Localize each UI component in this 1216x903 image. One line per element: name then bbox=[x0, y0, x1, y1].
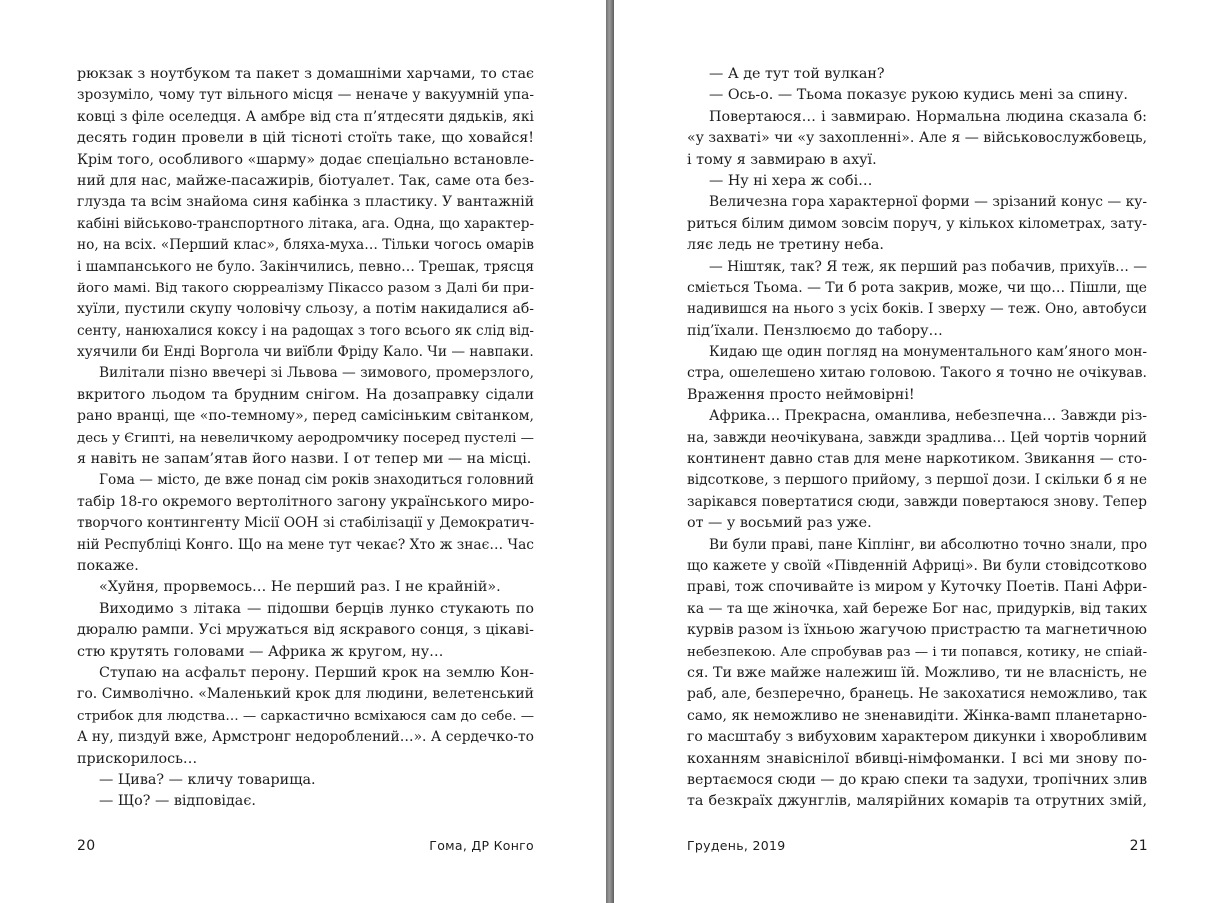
text-line: творчого контингенту Місії ООН зі стабілізації у Демократич- bbox=[77, 515, 535, 532]
text-line: Африка… Прекрасна, оманлива, небезпечна… Завжди різ- bbox=[709, 408, 1147, 425]
text-line: ковці з філе оселедця. А амбре від ста п’ятдесяти дядьків, які bbox=[77, 108, 534, 125]
text-line: що кажете у своїй «Південній Африці». Ви були стовідсотково bbox=[687, 557, 1147, 574]
right-page-number: 21 bbox=[1129, 838, 1148, 854]
text-line: я навіть не запам’ятав його назви. І от тепер ми — на місці. bbox=[77, 451, 532, 468]
text-line: ній Республіці Конго. Що на мене тут чекає? Хто ж знає… Час bbox=[77, 536, 534, 553]
text-line: глузда та всім знайома синя кабінка з пластику. У вантажній bbox=[77, 194, 534, 211]
text-line: та безкраїх джунглів, малярійних комарів та отрутних змій, bbox=[687, 793, 1147, 810]
left-page-body-text bbox=[77, 64, 534, 813]
text-line: і шампанського не було. Закінчились, певно… Трешак, трясця bbox=[77, 258, 535, 275]
text-line: — Що? — відповідає. bbox=[99, 793, 256, 810]
text-line: ний для нас, майже-пасажирів, біотуалет. Так, саме ота без- bbox=[77, 172, 535, 189]
text-line: — Цива? — кличу товарища. bbox=[99, 771, 316, 788]
text-line: коханням знавіснілої вбивці-німфоманки. І всі ми знову по- bbox=[687, 750, 1147, 767]
text-line: Величезна гора характерної форми — зрізаний конус — ку- bbox=[709, 194, 1147, 211]
text-line: — Ніштяк, так? Я теж, як перший раз побачив, прихуїв… — bbox=[709, 258, 1147, 275]
text-line: ка — та ще жіночка, хай береже Бог нас, придурків, від таких bbox=[687, 600, 1148, 617]
book-spine-gutter bbox=[606, 0, 614, 903]
text-line: Повертаюся… і завмираю. Нормальна людина сказала б: bbox=[709, 108, 1147, 125]
text-line: — А де тут той вулкан? bbox=[709, 66, 885, 82]
text-line: стрибок для людства… — саркастично всміхаюся сам до себе. — bbox=[77, 708, 535, 724]
text-line: Ви були праві, пане Кіплінг, ви абсолютно точно знали, про bbox=[709, 536, 1148, 553]
text-line: сміється Тьома. — Ти б рота закрив, може, чи що… Пішли, ще bbox=[687, 279, 1147, 296]
text-line: раб, але, безперечно, бранець. Не закохатися неможливо, так bbox=[687, 686, 1147, 703]
text-line: «Хуйня, прорвемось… Не перший раз. І не крайній». bbox=[99, 579, 501, 596]
text-line: вкритого льодом та брудним снігом. На дозаправку сідали bbox=[77, 386, 534, 403]
text-line: хуїли, пустили скупу чоловічу сльозу, а потім накидалися аб- bbox=[77, 301, 534, 318]
left-page bbox=[0, 0, 606, 903]
text-line: табір 18-го окремого вертолітного загону українського миро- bbox=[77, 493, 535, 510]
text-line: — Ну ні хера ж собі… bbox=[709, 172, 873, 189]
right-page-body-text bbox=[687, 64, 1147, 813]
left-running-head: Гома, ДР Конго bbox=[429, 838, 534, 853]
text-line: прискорилось… bbox=[77, 750, 198, 767]
text-line: Гома — місто, де вже понад сім років знаходиться головний bbox=[99, 472, 534, 489]
text-line: рано вранці, ще «по-темному», перед самісіньким світанком, bbox=[77, 408, 534, 425]
text-line: ляє ледь не третину неба. bbox=[687, 237, 884, 254]
text-line: Кидаю ще один погляд на монументального кам’яного мон- bbox=[709, 344, 1147, 361]
text-line: на, завжди неочікувана, завжди зрадлива… Цей чортів чорний bbox=[687, 429, 1147, 446]
text-line: сенту, нанюхалися коксу і на радощах з того всього як слід від- bbox=[77, 322, 534, 339]
text-line: покаже. bbox=[77, 557, 139, 574]
text-line: зарікався повертатися сюди, завжди повертаюся знову. Тепер bbox=[687, 493, 1147, 510]
text-line: — Ось-о. — Тьома показує рукою кудись мені за спину. bbox=[709, 87, 1128, 104]
text-line: само, як неможливо не зненавидіти. Жінка-вамп планетарно- bbox=[687, 707, 1148, 724]
text-line: Вилітали пізно ввечері зі Львова — зимового, промерзлого, bbox=[99, 365, 534, 382]
text-line: рюкзак з ноутбуком та пакет з домашніми харчами, то стає bbox=[77, 66, 534, 82]
text-line: курвів разом із їхньою жагучою пристрастю та магнетичною bbox=[687, 622, 1147, 639]
left-page-number: 20 bbox=[77, 838, 96, 854]
text-line: от — у восьмий раз уже. bbox=[687, 515, 872, 532]
text-line: стю крутять головами — Африка ж кругом, ну… bbox=[77, 643, 444, 660]
text-line: десять годин провели в цій тісноті стоїть таке, що ховайся! bbox=[77, 130, 534, 147]
text-line: кабіні військово-транспортного літака, ага. Одна, що характер- bbox=[77, 215, 535, 232]
text-line: го масштабу з вибуховим характером дикунки і хворобливим bbox=[687, 729, 1147, 746]
text-line: континент давно став для мене наркотиком. Звикання — сто- bbox=[687, 451, 1147, 468]
text-line: но, на всіх. «Перший клас», бляха-муха… Тільки чогось омарів bbox=[77, 237, 534, 254]
text-line: під’їхали. Пензлюємо до табору… bbox=[687, 322, 943, 339]
text-line: стра, ошелешено хитаю головою. Такого я точно не очікував. bbox=[687, 365, 1147, 382]
text-line: десь у Єгипті, на невеличкому аеродромчику посеред пустелі — bbox=[77, 430, 534, 446]
text-line: зрозуміло, чому тут вільного місця — неначе у вакуумній упа- bbox=[77, 87, 534, 104]
text-line: риться білим димом зовсім поруч, у кількох кілометрах, зату- bbox=[687, 215, 1147, 232]
text-line: «у захваті» чи «у захопленні». Але я — військовослужбовець, bbox=[687, 130, 1147, 147]
text-line: А ну, пиздуй вже, Армстронг недороблений…». А сердечко-то bbox=[77, 729, 534, 746]
text-line: Крім того, особливого «шарму» додає спеціально встановле- bbox=[77, 151, 535, 168]
text-line: праві, тож спочивайте із миром у Куточку Поетів. Пані Афри- bbox=[687, 579, 1148, 596]
text-line: вертаємося сюди — до краю спеки та задухи, тропічних злив bbox=[687, 771, 1148, 788]
text-line: і тому я завмираю в ахуї. bbox=[687, 151, 877, 168]
text-line: Враження просто неймовірні! bbox=[687, 386, 915, 403]
text-line: ся. Ти вже майже належиш їй. Можливо, ти не власність, не bbox=[687, 664, 1147, 681]
text-line: надивишся на нього з усіх боків. І зверху — теж. Оно, автобуси bbox=[687, 301, 1148, 318]
text-line: його мамі. Від такого сюрреалізму Пікассо разом з Далі би при- bbox=[77, 280, 534, 296]
text-line: дюралю рампи. Усі мружаться від яскравого сонця, з цікаві- bbox=[77, 622, 534, 639]
text-line: Ступаю на асфальт перону. Перший крок на землю Кон- bbox=[99, 664, 534, 681]
text-line: хуячили би Енді Воргола чи виїбли Фріду Кало. Чи — навпаки. bbox=[77, 344, 534, 361]
text-line: відсоткове, з першого прийому, з першої дози. І скільки б я не bbox=[687, 472, 1148, 489]
text-line: небезпекою. Але спробував раз — і ти попався, котику, не спіай- bbox=[687, 644, 1148, 660]
right-running-head: Грудень, 2019 bbox=[687, 838, 786, 853]
text-line: го. Символічно. «Маленький крок для людини, велетенський bbox=[77, 686, 534, 703]
text-line: Виходимо з літака — підошви берців лунко стукають по bbox=[99, 600, 534, 617]
right-page bbox=[614, 0, 1216, 903]
